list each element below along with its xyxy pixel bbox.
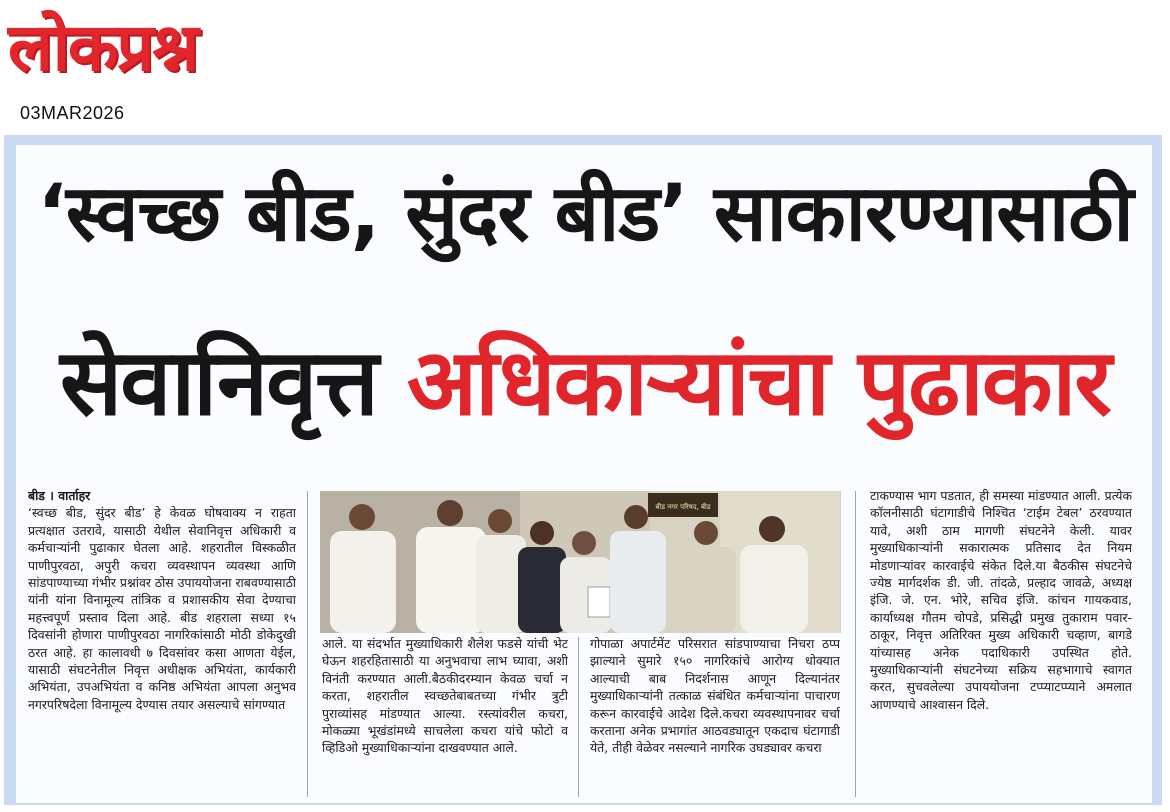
- office-sign-text: बीड नगर परिषद, बीड: [655, 503, 711, 511]
- article-text-col-3: गोपाळा अपार्टमेंट परिसरात सांडपाण्याचा निचरा ठप्प झाल्याने सुमारे १५० नागरिकांचे आरोग्य धोक्यात आल्याची बाब निदर्शनास आणून दिल्यानंतर मुख्याधिकाऱ्यांनी तत्काळ संबंधित कर्मचाऱ्यांना पाचारण करून कारवाईचे आदेश दिले.कचरा व्यवस्थापनावर चर्चा करताना अनेक प्रभागांत आठवड्यातून एकदाच घंटागाडी येते, तीही वेळेवर नसल्याने नागरिक उघड्यावर कचरा: [590, 636, 840, 756]
- masthead: [8, 2, 308, 102]
- column-divider: [855, 491, 856, 797]
- article-column-2: [322, 635, 568, 800]
- headline-red-part: अधिकाऱ्यांचा पुढाकार: [406, 329, 1110, 436]
- group-photo-illustration: [320, 491, 841, 633]
- headline-black-part: सेवानिवृत्त: [60, 329, 407, 436]
- headline-line-2: [0, 328, 1170, 438]
- column-divider: [578, 637, 579, 797]
- article-column-1: [28, 487, 296, 797]
- headline-line-1: ‘स्वच्छ बीड, सुंदर बीड’ साकारण्यासाठी: [37, 169, 1133, 259]
- article-text-col-1: ‘स्वच्छ बीड, सुंदर बीड’ हे केवळ घोषवाक्य न राहता प्रत्यक्षात उतरावे, यासाठी येथील सेवानिवृत्त अधिकारी व कर्मचाऱ्यांनी पुढाकार घेतला आहे. शहरातील विस्कळीत पाणीपुरवठा, अपुरी कचरा व्यवस्थापन व्यवस्था आणि सांडपाण्याच्या गंभीर प्रश्नांवर ठोस उपाययोजना राबवण्यासाठी यांनी यांना विनामूल्य तांत्रिक व प्रशासकीय सेवा देण्याचा महत्त्वपूर्ण प्रस्ताव दिला आहे. बीड शहराला सध्या १५ दिवसांनी होणारा पाणीपुरवठा नागरिकांसाठी मोठी डोकेदुखी ठरत आहे. हा कालावधी ७ दिवसांवर कसा आणता येईल, यासाठी संघटनेतील निवृत्त अधीक्षक अभियंता, कार्यकारी अभियंता, उपअभियंता व कनिष्ठ अभियंता आपला अनुभव नगरपरिषदेला विनामूल्य देण्यास तयार असल्याचे सांगण्यात: [28, 505, 296, 712]
- article-column-4: [870, 487, 1132, 799]
- dateline: बीड । वार्ताहर: [28, 488, 91, 503]
- article-text-col-2: आले. या संदर्भात मुख्याधिकारी शैलेश फडसे यांची भेट घेऊन शहरहितासाठी या अनुभवाचा लाभ घ्यावा, अशी विनंती करण्यात आली.बैठकीदरम्यान केवळ चर्चा न करता, शहरातील स्वच्छतेबाबतच्या गंभीर त्रुटी पुराव्यांसह मांडण्यात आल्या. रस्त्यांवरील कचरा, मोकळ्या भूखंडांमध्ये साचलेला कचरा यांचे फोटो व व्हिडिओ मुख्याधिकाऱ्यांना दाखवण्यात आले.: [322, 636, 568, 756]
- article-text-col-4: टाकण्यास भाग पडतात, ही समस्या मांडण्यात आली. प्रत्येक कॉलनीसाठी घंटागाडीचे निश्चित ‘टाईम टेबल’ ठरवण्यात यावे, अशी ठाम मागणी संघटनेने केली. यावर मुख्याधिकाऱ्यांनी सकारात्मक प्रतिसाद देत नियम मोडणाऱ्यांवर कारवाईचे संकेत दिले.या बैठकीस संघटनेचे ज्येष्ठ मार्गदर्शक डी. जी. तांदळे, प्रल्हाद जावळे, अध्यक्ष इंजि. जे. एन. भोरे, सचिव इंजि. कांचन गायकवाड, कार्याध्यक्ष गौतम चोपडे, प्रसिद्धी प्रमुख तुकाराम पवार-ठाकूर, निवृत्त अतिरिक्त मुख्य अधिकारी चव्हाण, बागडे यांच्यासह अनेक पदाधिकारी उपस्थित होते. मुख्याधिकाऱ्यांनी संघटनेच्या सक्रिय सहभागाचे स्वागत करत, सुचवलेल्या उपाययोजना टप्प्याटप्प्याने अमलात आणण्याचे आश्वासन दिले.: [870, 488, 1132, 712]
- edition-date: 03MAR2026: [20, 103, 125, 123]
- newspaper-logo: लोकप्रश्न: [8, 9, 197, 86]
- article-column-3: [590, 635, 840, 800]
- column-divider: [307, 491, 308, 797]
- news-photo: [320, 491, 841, 633]
